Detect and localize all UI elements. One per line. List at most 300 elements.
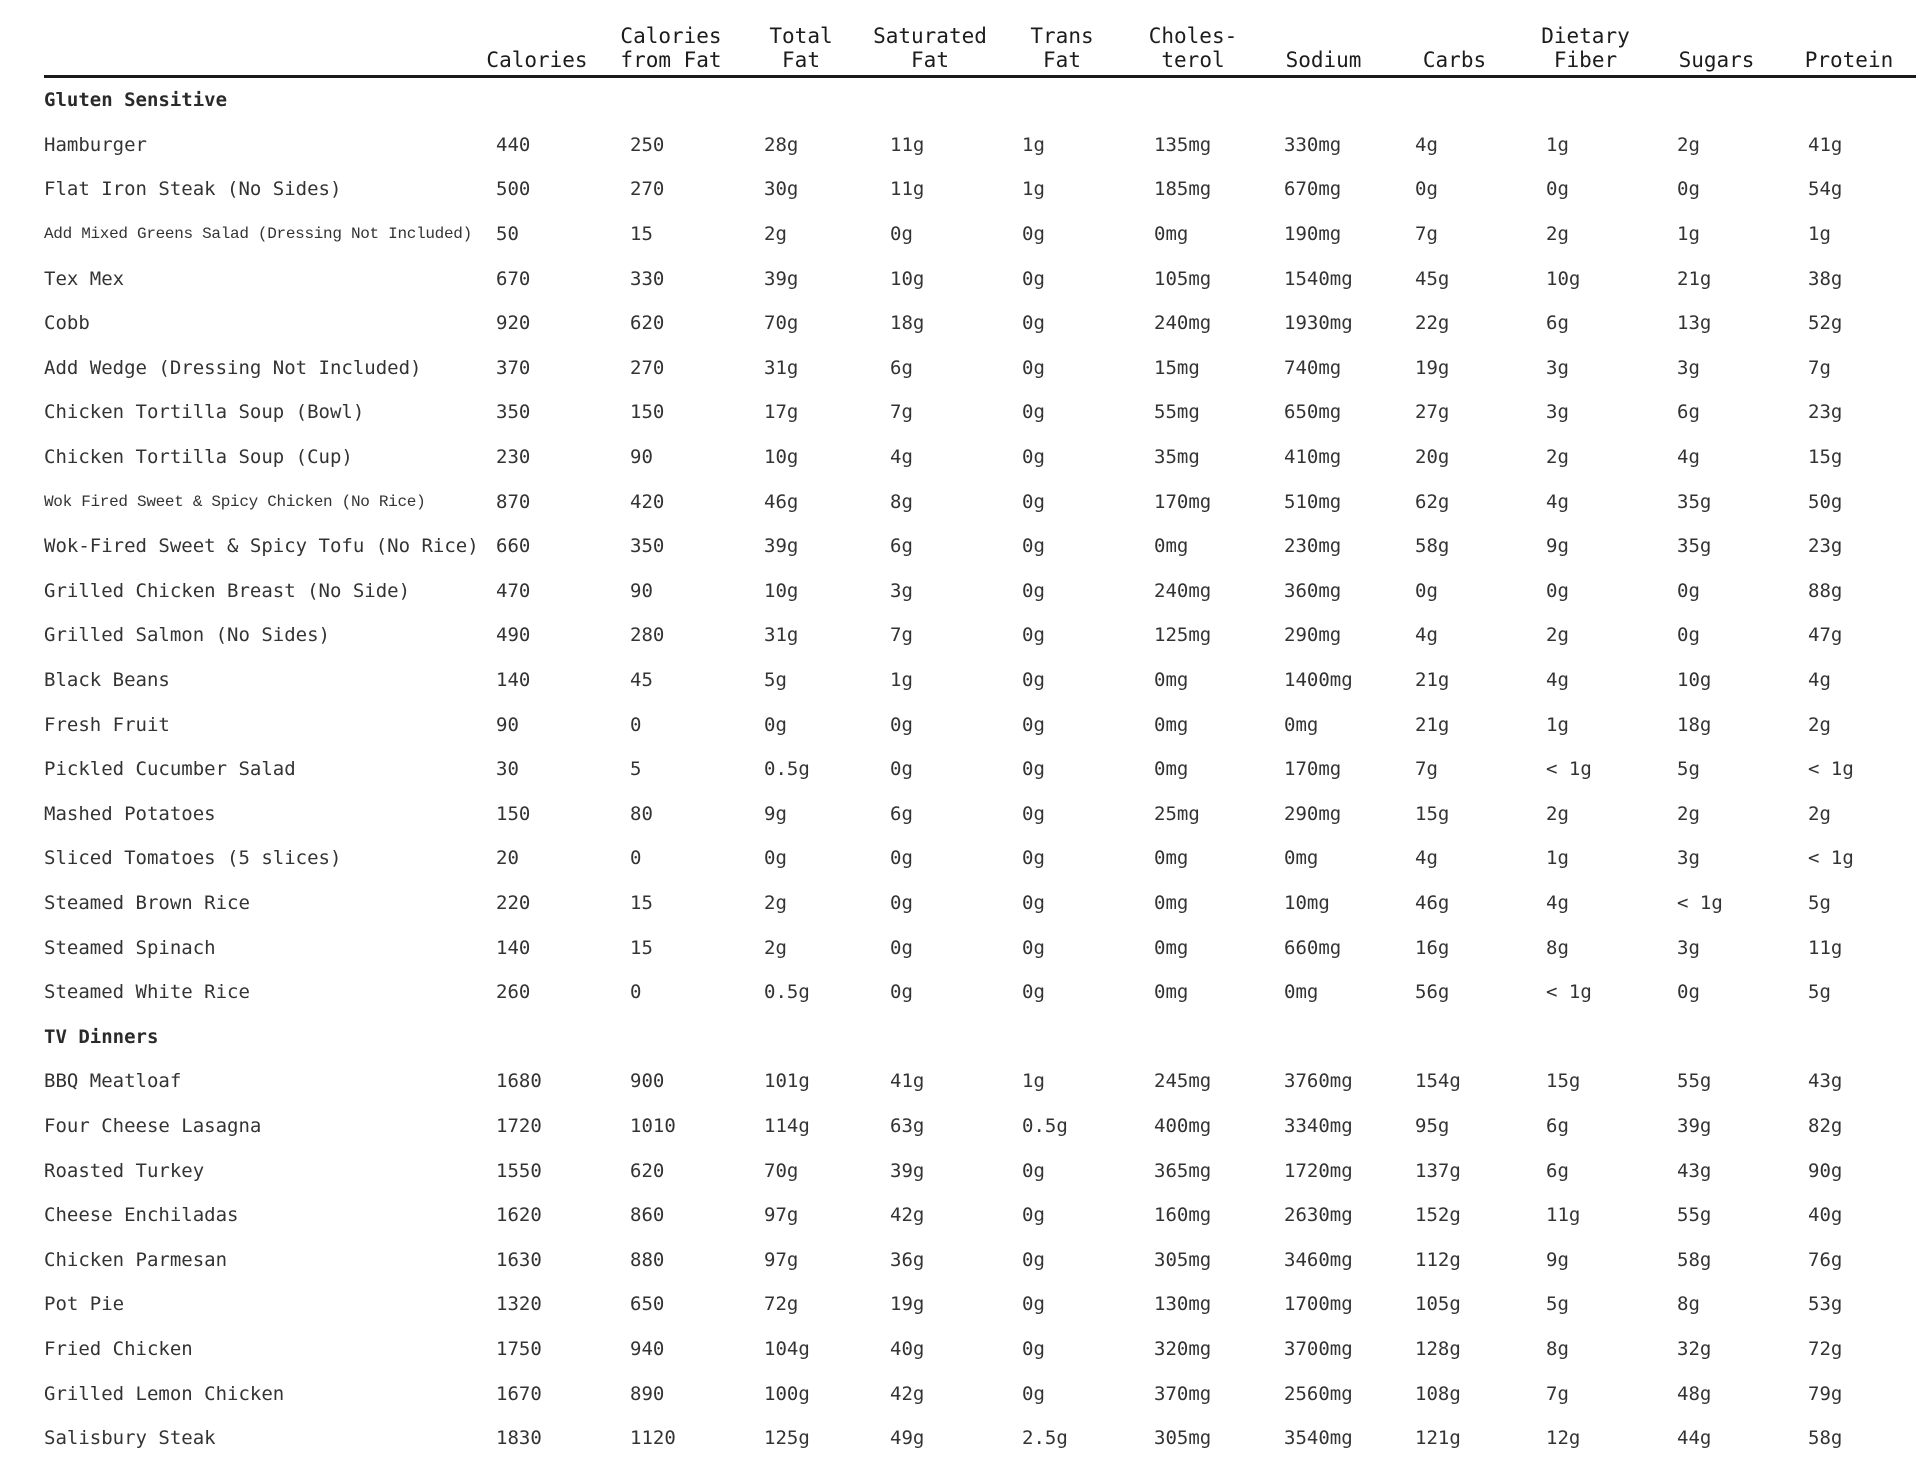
nutrient-value: 0g xyxy=(890,981,913,1004)
nutrient-value: 15mg xyxy=(1154,356,1200,379)
nutrient-value: 1400mg xyxy=(1284,669,1353,692)
nutrient-value: 8g xyxy=(1546,936,1569,959)
nutrient-value: 125mg xyxy=(1154,624,1212,647)
nutrient-value: 140 xyxy=(496,669,531,692)
nutrient-value: 42g xyxy=(890,1204,925,1227)
nutrient-value: 4g xyxy=(1808,669,1831,692)
nutrient-value: 90g xyxy=(1808,1159,1843,1182)
nutrient-value: 11g xyxy=(890,178,925,201)
nutrient-value: 3760mg xyxy=(1284,1070,1353,1093)
nutrient-value: 0g xyxy=(764,847,787,870)
nutrient-value: 0mg xyxy=(1154,535,1189,558)
item-name: Flat Iron Steak (No Sides) xyxy=(44,178,342,201)
table-row xyxy=(44,792,1916,837)
nutrient-value: 290mg xyxy=(1284,802,1342,825)
nutrient-value: 72g xyxy=(764,1293,799,1316)
item-name: Salisbury Steak xyxy=(44,1427,216,1450)
nutrient-value: 55g xyxy=(1677,1070,1712,1093)
nutrient-value: 360mg xyxy=(1284,579,1342,602)
nutrient-value: 41g xyxy=(1808,133,1843,156)
nutrient-value: 6g xyxy=(890,535,913,558)
item-name: Wok-Fired Sweet & Spicy Tofu (No Rice) xyxy=(44,535,479,558)
nutrient-value: 9g xyxy=(764,802,787,825)
item-name: Sliced Tomatoes (5 slices) xyxy=(44,847,342,870)
nutrient-value: 0 xyxy=(630,847,642,870)
nutrient-value: 104g xyxy=(764,1337,810,1360)
nutrient-value: 41g xyxy=(890,1070,925,1093)
nutrient-value: 6g xyxy=(1546,1159,1569,1182)
nutrient-value: 5g xyxy=(1546,1293,1569,1316)
nutrient-value: 39g xyxy=(1677,1114,1712,1137)
nutrient-value: 15g xyxy=(1808,446,1843,469)
nutrient-value: 4g xyxy=(1415,624,1438,647)
nutrient-value: 1830 xyxy=(496,1427,542,1450)
nutrient-value: 0mg xyxy=(1154,936,1189,959)
nutrient-value: 670 xyxy=(496,267,531,290)
table-row xyxy=(44,301,1916,346)
nutrient-value: 101g xyxy=(764,1070,810,1093)
nutrient-value: 0g xyxy=(1022,579,1045,602)
nutrient-value: 45g xyxy=(1415,267,1450,290)
nutrient-value: 0g xyxy=(1022,802,1045,825)
nutrient-value: 2g xyxy=(1677,133,1700,156)
nutrient-value: 370 xyxy=(496,356,531,379)
nutrient-value: 670mg xyxy=(1284,178,1342,201)
nutrient-value: 19g xyxy=(890,1293,925,1316)
nutrient-value: 114g xyxy=(764,1114,810,1137)
nutrient-value: 80 xyxy=(630,802,653,825)
nutrient-value: 150 xyxy=(630,401,665,424)
table-row xyxy=(44,1237,1916,1282)
nutrient-value: 10mg xyxy=(1284,891,1330,914)
nutrient-value: 1g xyxy=(1808,223,1831,246)
nutrient-value: 0g xyxy=(1022,267,1045,290)
nutrient-value: 13g xyxy=(1677,312,1712,335)
nutrient-value: 0.5g xyxy=(764,981,810,1004)
nutrient-value: 0g xyxy=(1022,847,1045,870)
nutrient-value: 3g xyxy=(1677,847,1700,870)
nutrient-value: 170mg xyxy=(1154,490,1212,513)
nutrient-value: 5g xyxy=(1808,981,1831,1004)
nutrient-value: 0g xyxy=(1022,981,1045,1004)
nutrient-value: 5g xyxy=(1677,758,1700,781)
nutrient-value: 1g xyxy=(1022,133,1045,156)
section-header-row xyxy=(44,1014,1916,1059)
nutrient-value: 220 xyxy=(496,891,531,914)
nutrient-value: 0.5g xyxy=(1022,1114,1068,1137)
nutrient-value: 39g xyxy=(764,535,799,558)
nutrient-value: 47g xyxy=(1808,624,1843,647)
nutrient-value: 305mg xyxy=(1154,1248,1212,1271)
nutrient-value: 400mg xyxy=(1154,1114,1212,1137)
nutrient-value: 46g xyxy=(764,490,799,513)
nutrient-value: 860 xyxy=(630,1204,665,1227)
table-row xyxy=(44,524,1916,569)
nutrient-value: 4g xyxy=(1415,133,1438,156)
item-name: Cobb xyxy=(44,312,90,335)
nutrient-value: 58g xyxy=(1808,1427,1843,1450)
nutrient-value: 900 xyxy=(630,1070,665,1093)
nutrient-value: 23g xyxy=(1808,401,1843,424)
nutrient-value: 0mg xyxy=(1154,669,1189,692)
item-name: Tex Mex xyxy=(44,267,125,290)
table-row xyxy=(44,123,1916,168)
nutrient-value: 890 xyxy=(630,1382,665,1405)
nutrient-value: 1620 xyxy=(496,1204,542,1227)
nutrient-value: 2g xyxy=(764,891,787,914)
nutrient-value: 170mg xyxy=(1284,758,1342,781)
table-body xyxy=(44,77,1916,1461)
nutrient-value: 8g xyxy=(1546,1337,1569,1360)
nutrient-value: 0mg xyxy=(1284,981,1319,1004)
nutrient-value: 1930mg xyxy=(1284,312,1353,335)
nutrient-value: 90 xyxy=(496,713,519,736)
nutrient-value: 1550 xyxy=(496,1159,542,1182)
nutrient-value: 7g xyxy=(890,401,913,424)
nutrient-value: 0g xyxy=(1022,1159,1045,1182)
nutrient-value: 46g xyxy=(1415,891,1450,914)
nutrient-value: 1630 xyxy=(496,1248,542,1271)
nutrient-value: 440 xyxy=(496,133,531,156)
nutrient-value: 79g xyxy=(1808,1382,1843,1405)
item-name: Four Cheese Lasagna xyxy=(44,1114,262,1137)
nutrient-value: 43g xyxy=(1677,1159,1712,1182)
table-row xyxy=(44,1282,1916,1327)
table-row xyxy=(44,1059,1916,1104)
nutrient-value: 31g xyxy=(764,624,799,647)
item-name: Add Mixed Greens Salad (Dressing Not Included) xyxy=(44,225,472,244)
nutrient-value: 0g xyxy=(890,936,913,959)
nutrient-value: 330 xyxy=(630,267,665,290)
nutrient-value: 320mg xyxy=(1154,1337,1212,1360)
table-row xyxy=(44,1104,1916,1149)
table-row xyxy=(44,925,1916,970)
nutrient-value: 7g xyxy=(1808,356,1831,379)
table-row xyxy=(44,479,1916,524)
nutrient-value: 4g xyxy=(1415,847,1438,870)
nutrient-value: 290mg xyxy=(1284,624,1342,647)
nutrient-value: 56g xyxy=(1415,981,1450,1004)
nutrient-value: 1g xyxy=(1546,133,1569,156)
item-name: Mashed Potatoes xyxy=(44,802,216,825)
nutrient-value: 0g xyxy=(1677,981,1700,1004)
nutrient-value: 0mg xyxy=(1154,891,1189,914)
nutrient-value: 49g xyxy=(890,1427,925,1450)
section-title: Gluten Sensitive xyxy=(44,89,228,112)
nutrient-value: 53g xyxy=(1808,1293,1843,1316)
nutrient-value: 920 xyxy=(496,312,531,335)
nutrient-value: 39g xyxy=(764,267,799,290)
nutrient-value: 500 xyxy=(496,178,531,201)
nutrient-value: 305mg xyxy=(1154,1427,1212,1450)
nutrient-value: 2g xyxy=(1677,802,1700,825)
nutrient-value: 150 xyxy=(496,802,531,825)
nutrient-value: 2g xyxy=(1546,802,1569,825)
column-header-calories: Calories xyxy=(470,0,604,77)
nutrient-value: 48g xyxy=(1677,1382,1712,1405)
nutrient-value: 36g xyxy=(890,1248,925,1271)
table-row xyxy=(44,569,1916,614)
nutrient-value: 0g xyxy=(1677,624,1700,647)
nutrient-value: 0 xyxy=(630,981,642,1004)
item-name: Steamed Spinach xyxy=(44,936,216,959)
nutrient-value: 43g xyxy=(1808,1070,1843,1093)
nutrient-value: 0g xyxy=(1546,579,1569,602)
nutrient-value: 55mg xyxy=(1154,401,1200,424)
nutrient-value: 2g xyxy=(1808,713,1831,736)
column-header-sugars: Sugars xyxy=(1651,0,1782,77)
nutrient-value: 44g xyxy=(1677,1427,1712,1450)
table-row xyxy=(44,1327,1916,1372)
nutrient-value: 3g xyxy=(1677,356,1700,379)
nutrient-value: 0mg xyxy=(1284,713,1319,736)
nutrient-value: 4g xyxy=(1546,891,1569,914)
nutrient-value: 650mg xyxy=(1284,401,1342,424)
column-header-sodium: Sodium xyxy=(1258,0,1389,77)
nutrient-value: 0g xyxy=(890,223,913,246)
nutrient-value: 35g xyxy=(1677,490,1712,513)
nutrient-value: 270 xyxy=(630,356,665,379)
item-name: Chicken Parmesan xyxy=(44,1248,228,1271)
nutrient-value: 23g xyxy=(1808,535,1843,558)
nutrient-value: 0g xyxy=(1022,669,1045,692)
nutrient-value: 0g xyxy=(1022,312,1045,335)
table-row xyxy=(44,1193,1916,1238)
nutrient-value: 1670 xyxy=(496,1382,542,1405)
nutrient-value: 128g xyxy=(1415,1337,1461,1360)
item-name: Fresh Fruit xyxy=(44,713,170,736)
nutrient-value: 15g xyxy=(1415,802,1450,825)
nutrient-value: 7g xyxy=(1546,1382,1569,1405)
nutrient-value: 1540mg xyxy=(1284,267,1353,290)
item-name: Hamburger xyxy=(44,133,147,156)
nutrient-value: 0g xyxy=(1022,758,1045,781)
nutrient-value: 0g xyxy=(1677,579,1700,602)
nutrient-value: 9g xyxy=(1546,1248,1569,1271)
nutrient-value: 0g xyxy=(1022,535,1045,558)
nutrient-value: < 1g xyxy=(1808,758,1854,781)
item-name: Cheese Enchiladas xyxy=(44,1204,239,1227)
column-header-cholesterol: Choles- terol xyxy=(1128,0,1258,77)
nutrient-value: 1g xyxy=(1022,1070,1045,1093)
nutrient-value: 10g xyxy=(1546,267,1581,290)
nutrient-value: 97g xyxy=(764,1204,799,1227)
item-name: Chicken Tortilla Soup (Cup) xyxy=(44,446,353,469)
header-row xyxy=(44,0,1916,77)
nutrient-value: 8g xyxy=(890,490,913,513)
nutrient-value: 1010 xyxy=(630,1114,676,1137)
nutrient-value: 3g xyxy=(1546,401,1569,424)
nutrient-value: 1320 xyxy=(496,1293,542,1316)
nutrient-value: 105mg xyxy=(1154,267,1212,290)
nutrient-value: 3340mg xyxy=(1284,1114,1353,1137)
nutrient-value: 55g xyxy=(1677,1204,1712,1227)
nutrient-value: 22g xyxy=(1415,312,1450,335)
nutrient-value: 15 xyxy=(630,936,653,959)
nutrient-value: 365mg xyxy=(1154,1159,1212,1182)
nutrient-value: 1750 xyxy=(496,1337,542,1360)
nutrient-value: 0g xyxy=(1022,624,1045,647)
nutrient-value: 370mg xyxy=(1154,1382,1212,1405)
nutrient-value: 6g xyxy=(890,802,913,825)
item-name: Chicken Tortilla Soup (Bowl) xyxy=(44,401,365,424)
nutrient-value: 100g xyxy=(764,1382,810,1405)
nutrient-value: 11g xyxy=(890,133,925,156)
nutrient-value: 0mg xyxy=(1284,847,1319,870)
nutrient-value: 190mg xyxy=(1284,223,1342,246)
nutrient-value: 19g xyxy=(1415,356,1450,379)
table-row xyxy=(44,256,1916,301)
item-name: Pickled Cucumber Salad xyxy=(44,758,296,781)
nutrient-value: 27g xyxy=(1415,401,1450,424)
nutrient-value: 5g xyxy=(1808,891,1831,914)
item-name: Pot Pie xyxy=(44,1293,125,1316)
nutrient-value: 58g xyxy=(1415,535,1450,558)
nutrient-value: 650 xyxy=(630,1293,665,1316)
nutrient-value: 0g xyxy=(1022,936,1045,959)
nutrient-value: 470 xyxy=(496,579,531,602)
nutrient-value: 3g xyxy=(890,579,913,602)
nutrient-value: 40g xyxy=(1808,1204,1843,1227)
nutrient-value: 2630mg xyxy=(1284,1204,1353,1227)
nutrient-value: 3700mg xyxy=(1284,1337,1353,1360)
nutrient-value: 0g xyxy=(1022,1248,1045,1271)
nutrient-value: 4g xyxy=(1677,446,1700,469)
nutrient-value: 0mg xyxy=(1154,223,1189,246)
nutrient-value: 10g xyxy=(890,267,925,290)
item-name: Steamed Brown Rice xyxy=(44,891,250,914)
nutrient-value: 2g xyxy=(1808,802,1831,825)
nutrient-value: 2560mg xyxy=(1284,1382,1353,1405)
nutrient-value: 54g xyxy=(1808,178,1843,201)
nutrient-value: < 1g xyxy=(1677,891,1723,914)
nutrient-value: 20 xyxy=(496,847,519,870)
nutrient-value: 108g xyxy=(1415,1382,1461,1405)
nutrient-value: 15 xyxy=(630,891,653,914)
nutrient-value: 7g xyxy=(1415,758,1438,781)
item-name: Roasted Turkey xyxy=(44,1159,205,1182)
nutrient-value: 490 xyxy=(496,624,531,647)
item-name: Wok Fired Sweet & Spicy Chicken (No Rice) xyxy=(44,492,426,511)
nutrient-value: 0g xyxy=(1415,178,1438,201)
nutrient-value: 1g xyxy=(1546,713,1569,736)
nutrient-value: 21g xyxy=(1677,267,1712,290)
nutrient-value: 95g xyxy=(1415,1114,1450,1137)
nutrient-value: 130mg xyxy=(1154,1293,1212,1316)
column-header-total-fat: Total Fat xyxy=(738,0,864,77)
nutrient-value: 1720mg xyxy=(1284,1159,1353,1182)
nutrient-value: 10g xyxy=(764,579,799,602)
nutrient-value: 6g xyxy=(890,356,913,379)
table-row xyxy=(44,702,1916,747)
table-row xyxy=(44,346,1916,391)
nutrient-value: 240mg xyxy=(1154,579,1212,602)
nutrient-value: 1g xyxy=(1546,847,1569,870)
nutrient-value: 260 xyxy=(496,981,531,1004)
column-header-item xyxy=(44,0,470,77)
nutrient-value: 1g xyxy=(890,669,913,692)
nutrient-value: 270 xyxy=(630,178,665,201)
nutrient-value: 152g xyxy=(1415,1204,1461,1227)
item-name: Add Wedge (Dressing Not Included) xyxy=(44,356,422,379)
nutrient-value: 250 xyxy=(630,133,665,156)
nutrient-value: 1680 xyxy=(496,1070,542,1093)
table-row xyxy=(44,881,1916,926)
nutrient-value: 50g xyxy=(1808,490,1843,513)
nutrient-value: 230mg xyxy=(1284,535,1342,558)
nutrient-value: 0g xyxy=(1022,223,1045,246)
nutrient-value: 30 xyxy=(496,758,519,781)
nutrient-value: 0g xyxy=(890,847,913,870)
nutrient-value: 1g xyxy=(1677,223,1700,246)
table-row xyxy=(44,836,1916,881)
table-row xyxy=(44,970,1916,1015)
nutrient-value: 3g xyxy=(1546,356,1569,379)
nutrient-value: 15 xyxy=(630,223,653,246)
column-header-protein: Protein xyxy=(1782,0,1916,77)
nutrient-value: 0g xyxy=(1546,178,1569,201)
table-row xyxy=(44,390,1916,435)
nutrient-value: 1700mg xyxy=(1284,1293,1353,1316)
item-name: Fried Chicken xyxy=(44,1337,193,1360)
nutrient-value: 230 xyxy=(496,446,531,469)
nutrient-value: 21g xyxy=(1415,713,1450,736)
nutrient-value: 4g xyxy=(1546,669,1569,692)
nutrient-value: 50 xyxy=(496,223,519,246)
nutrient-value: 620 xyxy=(630,312,665,335)
table-row xyxy=(44,658,1916,703)
nutrient-value: < 1g xyxy=(1808,847,1854,870)
nutrient-value: 0g xyxy=(1022,1204,1045,1227)
nutrient-value: 70g xyxy=(764,312,799,335)
nutrient-value: 45 xyxy=(630,669,653,692)
nutrient-value: 112g xyxy=(1415,1248,1461,1271)
nutrient-value: 0g xyxy=(1022,490,1045,513)
nutrient-value: 350 xyxy=(630,535,665,558)
nutrient-value: 137g xyxy=(1415,1159,1461,1182)
nutrient-value: 58g xyxy=(1677,1248,1712,1271)
nutrient-value: < 1g xyxy=(1546,981,1592,1004)
table-row xyxy=(44,747,1916,792)
nutrient-value: 28g xyxy=(764,133,799,156)
nutrient-value: 0mg xyxy=(1154,713,1189,736)
nutrient-value: 38g xyxy=(1808,267,1843,290)
column-header-dietary-fiber: Dietary Fiber xyxy=(1520,0,1651,77)
nutrient-value: 0g xyxy=(764,713,787,736)
nutrient-value: 52g xyxy=(1808,312,1843,335)
nutrient-value: 62g xyxy=(1415,490,1450,513)
nutrient-value: 88g xyxy=(1808,579,1843,602)
nutrient-value: 0g xyxy=(890,891,913,914)
nutrient-value: 330mg xyxy=(1284,133,1342,156)
nutrient-value: 185mg xyxy=(1154,178,1212,201)
nutrient-value: 3540mg xyxy=(1284,1427,1353,1450)
column-header-trans-fat: Trans Fat xyxy=(996,0,1128,77)
nutrient-value: 2g xyxy=(1546,446,1569,469)
nutrient-value: 7g xyxy=(890,624,913,647)
column-header-calories-from-fat: Calories from Fat xyxy=(604,0,738,77)
nutrient-value: 0g xyxy=(1022,356,1045,379)
nutrient-value: 0mg xyxy=(1154,847,1189,870)
item-name: BBQ Meatloaf xyxy=(44,1070,182,1093)
nutrient-value: 0 xyxy=(630,713,642,736)
nutrient-value: < 1g xyxy=(1546,758,1592,781)
nutrient-value: 105g xyxy=(1415,1293,1461,1316)
nutrient-value: 18g xyxy=(1677,713,1712,736)
nutrient-value: 135mg xyxy=(1154,133,1212,156)
nutrient-value: 0g xyxy=(1022,446,1045,469)
nutrient-value: 0g xyxy=(1022,401,1045,424)
